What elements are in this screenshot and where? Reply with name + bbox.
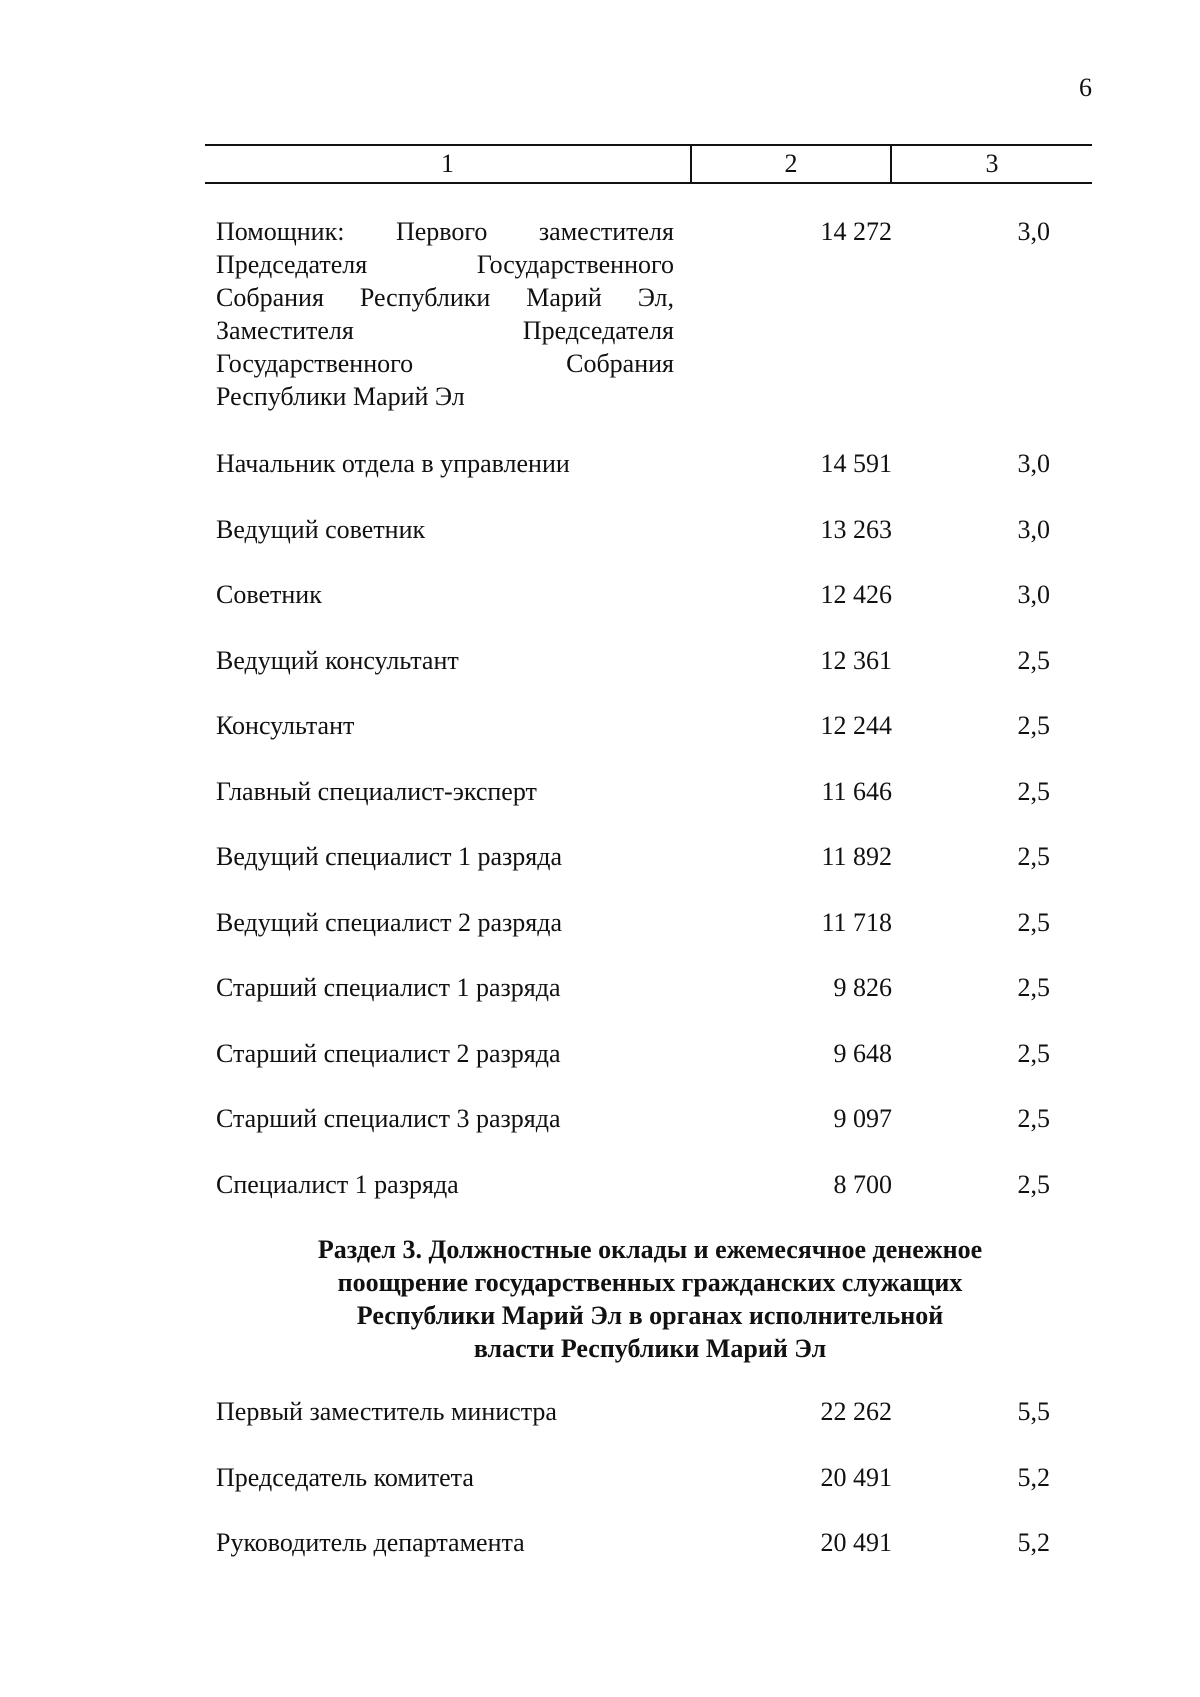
table-row — [216, 1526, 1096, 1592]
coefficient-value: 2,5 — [1017, 1104, 1050, 1133]
position-name: Ведущий специалист 2 разряда — [216, 907, 563, 937]
position-name-line: Помощник: Первого заместителя — [216, 217, 674, 246]
salary-value: 12 361 — [820, 645, 892, 675]
salary-value: 13 263 — [820, 514, 892, 544]
coefficient-value: 3,0 — [1017, 217, 1050, 246]
position-name: Старший специалист 2 разряда — [216, 1038, 561, 1068]
position-name: Ведущий советник — [216, 514, 426, 544]
coefficient-value: 2,5 — [1017, 973, 1050, 1002]
salary-value: 12 426 — [820, 580, 892, 609]
coefficient-value: 5,2 — [1017, 1528, 1050, 1557]
salary-value: 9 648 — [833, 1038, 892, 1068]
salary-value: 20 491 — [820, 1462, 892, 1492]
coefficient-value: 3,0 — [1017, 514, 1050, 544]
header-col-3: 3 — [985, 149, 999, 178]
coefficient-value: 2,5 — [1017, 776, 1050, 806]
position-name-line: Собрания Республики Марий Эл, — [216, 283, 674, 312]
position-name: Старший специалист 3 разряда — [216, 1104, 561, 1133]
coefficient-value: 3,0 — [1017, 449, 1050, 478]
coefficient-value: 2,5 — [1017, 1038, 1050, 1068]
position-name: Председатель комитета — [216, 1462, 474, 1492]
coefficient-value: 2,5 — [1017, 1169, 1050, 1199]
position-name: Ведущий специалист 1 разряда — [216, 842, 563, 871]
section-title-line: Раздел 3. Должностные оклады и ежемесячное денежное — [317, 1235, 983, 1264]
coefficient-value: 2,5 — [1017, 711, 1050, 740]
coefficient-value: 2,5 — [1017, 907, 1050, 937]
table-row — [216, 215, 1096, 447]
table-row — [216, 840, 1096, 906]
header-col-1: 1 — [205, 146, 692, 182]
position-name-line: Государственного Собрания — [216, 349, 674, 378]
position-name: Старший специалист 1 разряда — [216, 973, 561, 1002]
page-number: 6 — [1079, 73, 1092, 102]
section-title-line: поощрение государственных гражданских служащих — [337, 1268, 963, 1297]
table-row — [216, 1037, 1096, 1103]
salary-value: 8 700 — [833, 1169, 892, 1199]
coefficient-value: 3,0 — [1017, 580, 1050, 609]
salary-value: 11 646 — [821, 776, 892, 806]
table-body-part2 — [216, 1395, 1096, 1592]
table-row — [216, 775, 1096, 841]
position-name: Начальник отдела в управлении — [216, 449, 570, 478]
table-header — [205, 144, 1092, 184]
section-3-title — [205, 1233, 1095, 1365]
table-row — [216, 971, 1096, 1037]
position-name: Советник — [216, 580, 322, 609]
salary-value: 22 262 — [820, 1397, 892, 1426]
coefficient-value: 5,2 — [1017, 1462, 1050, 1492]
section-title-line: власти Республики Марий Эл — [473, 1334, 827, 1363]
position-name: Ведущий консультант — [216, 645, 459, 675]
position-name: Руководитель департамента — [216, 1528, 525, 1557]
position-name-line: Республики Марий Эл — [216, 382, 465, 411]
salary-value: 14 272 — [820, 217, 892, 246]
table-row — [216, 447, 1096, 513]
table-row — [216, 513, 1096, 579]
table-row — [216, 644, 1096, 710]
position-name: Консультант — [216, 711, 355, 740]
table-row — [216, 906, 1096, 972]
position-name: Первый заместитель министра — [216, 1397, 557, 1426]
salary-value: 14 591 — [820, 449, 892, 478]
table-row — [216, 578, 1096, 644]
coefficient-value: 2,5 — [1017, 842, 1050, 871]
position-name-line: Заместителя Председателя — [216, 316, 674, 345]
coefficient-value: 5,5 — [1017, 1397, 1050, 1426]
section-title-line: Республики Марий Эл в органах исполнительной — [356, 1301, 944, 1330]
position-name-line: Председателя Государственного — [216, 250, 674, 279]
table-row — [216, 1461, 1096, 1527]
table-row — [216, 1102, 1096, 1168]
position-name — [216, 215, 674, 447]
table-row — [216, 1395, 1096, 1461]
position-name: Главный специалист-эксперт — [216, 776, 537, 806]
salary-value: 11 892 — [821, 842, 892, 871]
table-row — [216, 1168, 1096, 1234]
salary-value: 12 244 — [820, 711, 892, 740]
coefficient-value: 2,5 — [1017, 645, 1050, 675]
header-col-2: 2 — [692, 146, 892, 182]
salary-value: 9 826 — [833, 973, 892, 1002]
position-name: Специалист 1 разряда — [216, 1169, 459, 1199]
table-row — [216, 709, 1096, 775]
salary-value: 11 718 — [821, 907, 892, 937]
table-body-part1 — [216, 215, 1096, 1233]
salary-value: 20 491 — [820, 1528, 892, 1557]
salary-value: 9 097 — [833, 1104, 892, 1133]
